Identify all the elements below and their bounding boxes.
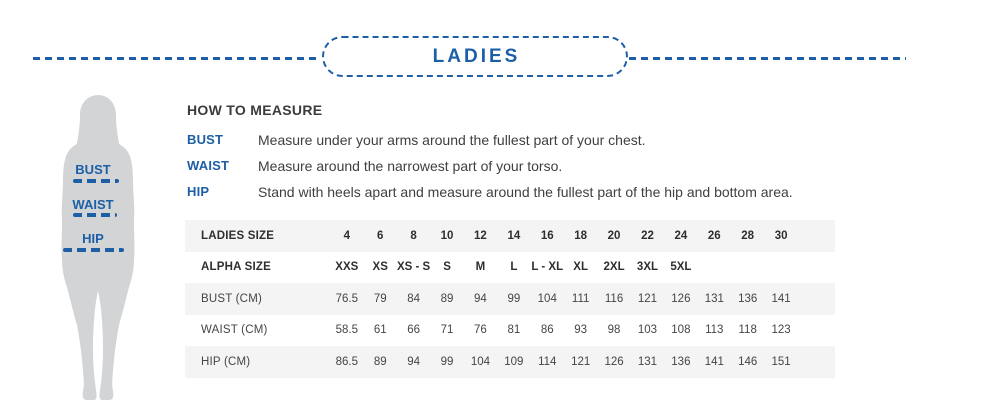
size-value-cell: XS - S	[397, 261, 431, 274]
figure-waist-line	[73, 213, 117, 217]
size-value-cell: L - XL	[531, 261, 564, 274]
filler-cell	[798, 252, 835, 284]
size-value-cell: 3XL	[636, 261, 659, 274]
size-value-cell: 61	[373, 324, 387, 337]
figure-bust-label: BUST	[75, 162, 111, 177]
size-value-cell: 76.5	[335, 292, 358, 305]
size-value-cell: 141	[704, 355, 724, 368]
row-label: ALPHA SIZE	[201, 261, 271, 274]
filler-cell	[798, 283, 835, 315]
table-row	[185, 315, 835, 347]
size-value-cell: XXS	[335, 261, 359, 274]
how-to-measure-section	[187, 102, 887, 205]
size-value-cell: 146	[738, 355, 758, 368]
how-to-measure-title: HOW TO MEASURE	[187, 102, 323, 118]
size-value-cell: 16	[540, 229, 554, 242]
measure-row-hip	[187, 179, 887, 205]
measure-description: Stand with heels apart and measure around the fullest part of the hip and bottom area.	[258, 184, 793, 200]
size-value-cell: 58.5	[335, 324, 358, 337]
table-row	[185, 220, 835, 252]
size-value-cell: XL	[573, 261, 588, 274]
size-value-cell: 94	[407, 355, 421, 368]
table-row	[185, 283, 835, 315]
size-value-cell: 114	[538, 355, 557, 368]
size-value-cell: 86	[540, 324, 554, 337]
size-value-cell: 12	[474, 229, 487, 242]
size-value-cell: 89	[440, 292, 454, 305]
size-value-cell: 116	[604, 292, 624, 305]
size-value-cell: 123	[771, 324, 791, 337]
measure-term: WAIST	[187, 158, 230, 173]
row-label: WAIST (CM)	[201, 324, 268, 337]
size-value-cell: 81	[507, 324, 521, 337]
size-value-cell: 109	[504, 355, 524, 368]
size-value-cell: 14	[507, 229, 521, 242]
size-value-cell: 108	[671, 324, 691, 337]
size-value-cell: 86.5	[335, 355, 358, 368]
size-value-cell: 151	[771, 355, 791, 368]
measure-description: Measure around the narrowest part of your torso.	[258, 158, 563, 174]
figure-waist-label: WAIST	[72, 197, 114, 212]
figure-hip-label: HIP	[82, 231, 104, 246]
size-value-cell: 6	[377, 229, 384, 242]
size-value-cell: 2XL	[603, 261, 625, 274]
measure-description: Measure under your arms around the fullest part of your chest.	[258, 132, 646, 148]
ladies-pill-label: LADIES	[432, 46, 521, 67]
size-value-cell: 94	[474, 292, 487, 305]
size-value-cell: 113	[705, 324, 724, 337]
measure-term: HIP	[187, 184, 210, 199]
table-row	[185, 346, 835, 378]
measure-row-bust	[187, 127, 887, 153]
measure-term: BUST	[187, 132, 224, 147]
ladies-pill	[322, 36, 628, 77]
size-value-cell: S	[443, 261, 451, 274]
size-value-cell: 99	[440, 355, 454, 368]
size-value-cell: 104	[470, 355, 491, 368]
size-value-cell: 131	[704, 292, 724, 305]
size-value-cell: L	[510, 261, 518, 274]
size-value-cell: 126	[671, 292, 691, 305]
size-value-cell: 20	[607, 229, 621, 242]
size-value-cell	[698, 252, 731, 284]
filler-cell	[798, 220, 835, 252]
size-value-cell: 79	[373, 292, 387, 305]
size-value-cell: 18	[574, 229, 588, 242]
size-value-cell	[764, 252, 797, 284]
table-row	[185, 252, 835, 284]
size-table	[185, 220, 835, 378]
size-value-cell: 131	[637, 355, 658, 368]
size-value-cell: 104	[537, 292, 557, 305]
size-value-cell: 141	[771, 292, 791, 305]
figure-hip-line	[63, 248, 124, 252]
size-value-cell: 26	[707, 229, 721, 242]
size-table-body	[185, 220, 835, 378]
size-value-cell: 4	[343, 229, 351, 242]
size-value-cell: M	[475, 261, 486, 274]
size-value-cell: 22	[641, 229, 654, 242]
size-value-cell: 98	[607, 324, 621, 337]
size-value-cell: 89	[373, 355, 387, 368]
size-value-cell: 121	[637, 292, 658, 305]
row-label: HIP (CM)	[201, 355, 251, 368]
banner-dash-line-left	[33, 57, 321, 60]
size-value-cell: 84	[407, 292, 421, 305]
female-silhouette	[52, 93, 144, 405]
size-value-cell: 66	[407, 324, 421, 337]
size-value-cell: 24	[674, 229, 688, 242]
size-value-cell: 10	[440, 229, 454, 242]
size-value-cell: 126	[604, 355, 624, 368]
row-label: BUST (CM)	[201, 292, 263, 305]
row-label: LADIES SIZE	[201, 229, 275, 242]
banner-dash-line-right	[629, 57, 906, 60]
filler-cell	[798, 346, 835, 378]
size-value-cell: XS	[372, 261, 388, 274]
size-value-cell: 121	[571, 355, 591, 368]
size-value-cell: 93	[574, 324, 588, 337]
size-value-cell	[731, 252, 764, 284]
size-value-cell: 71	[440, 324, 454, 337]
size-value-cell: 5XL	[670, 261, 692, 274]
size-value-cell: 136	[671, 355, 691, 368]
size-value-cell: 99	[507, 292, 521, 305]
size-value-cell: 118	[738, 324, 757, 337]
filler-cell	[798, 315, 835, 347]
size-value-cell: 30	[774, 229, 788, 242]
size-value-cell: 103	[637, 324, 658, 337]
figure-bust-line	[73, 179, 119, 183]
size-value-cell: 28	[741, 229, 755, 242]
size-value-cell: 76	[474, 324, 487, 337]
measure-row-waist	[187, 153, 887, 179]
size-value-cell: 8	[410, 229, 417, 242]
size-value-cell: 136	[738, 292, 758, 305]
size-value-cell: 111	[571, 292, 590, 305]
